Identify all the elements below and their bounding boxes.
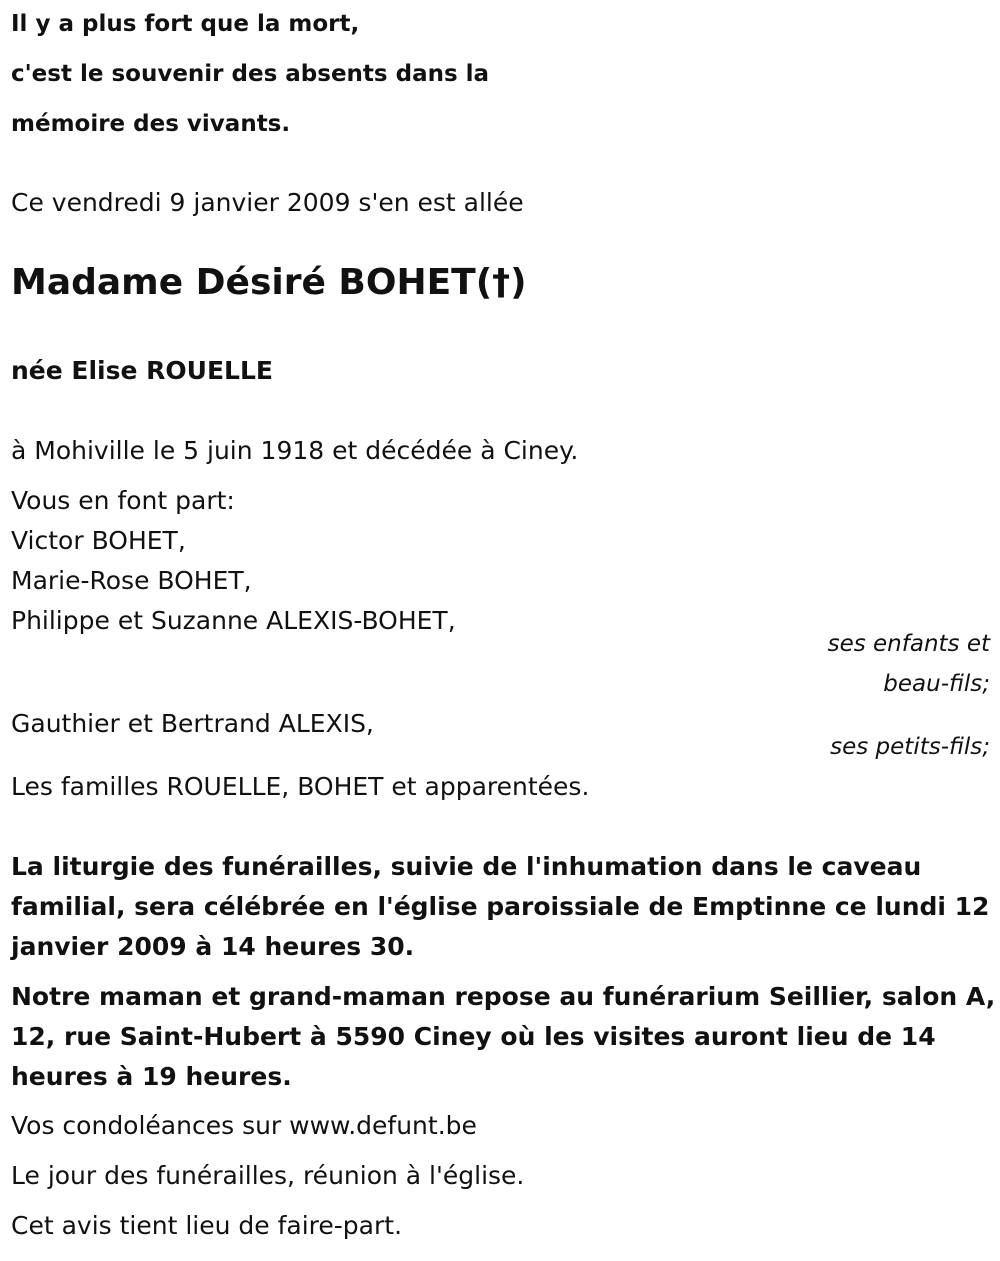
grandchildren-relation: ses petits-fils;	[830, 734, 990, 760]
condolences-text: Vos condoléances sur www.defunt.be	[11, 1111, 477, 1140]
notice-text: Cet avis tient lieu de faire-part.	[11, 1211, 403, 1240]
meeting-text: Le jour des funérailles, réunion à l'église.	[11, 1161, 525, 1190]
funerarium-line-1: Notre maman et grand-maman repose au funérarium Seillier, salon A,	[11, 982, 996, 1011]
child-1: Victor BOHET,	[11, 526, 186, 555]
poem-line-2: c'est le souvenir des absents dans la	[11, 61, 490, 87]
intro-text: Ce vendredi 9 janvier 2009 s'en est allée	[11, 188, 524, 217]
liturgy-line-2: familial, sera célébrée en l'église paroissiale de Emptinne ce lundi 12	[11, 892, 990, 921]
birth-death-text: à Mohiville le 5 juin 1918 et décédée à Ciney.	[11, 436, 579, 465]
child-3: Philippe et Suzanne ALEXIS-BOHET,	[11, 606, 456, 635]
liturgy-line-1: La liturgie des funérailles, suivie de l'inhumation dans le caveau	[11, 852, 922, 881]
maiden-name: née Elise ROUELLE	[11, 356, 273, 385]
poem-line-1: Il y a plus fort que la mort,	[11, 11, 360, 37]
families-text: Les familles ROUELLE, BOHET et apparentées.	[11, 772, 590, 801]
child-2: Marie-Rose BOHET,	[11, 566, 252, 595]
children-relation-line-2: beau-fils;	[883, 671, 990, 697]
liturgy-line-3: janvier 2009 à 14 heures 30.	[11, 932, 415, 961]
deceased-name: Madame Désiré BOHET(†)	[11, 262, 527, 303]
funerarium-line-3: heures à 19 heures.	[11, 1062, 292, 1091]
funerarium-line-2: 12, rue Saint-Hubert à 5590 Ciney où les visites auront lieu de 14	[11, 1022, 936, 1051]
poem-line-3: mémoire des vivants.	[11, 111, 291, 137]
announce-label: Vous en font part:	[11, 486, 235, 515]
grandchildren: Gauthier et Bertrand ALEXIS,	[11, 709, 374, 738]
children-relation-line-1: ses enfants et	[827, 631, 990, 657]
